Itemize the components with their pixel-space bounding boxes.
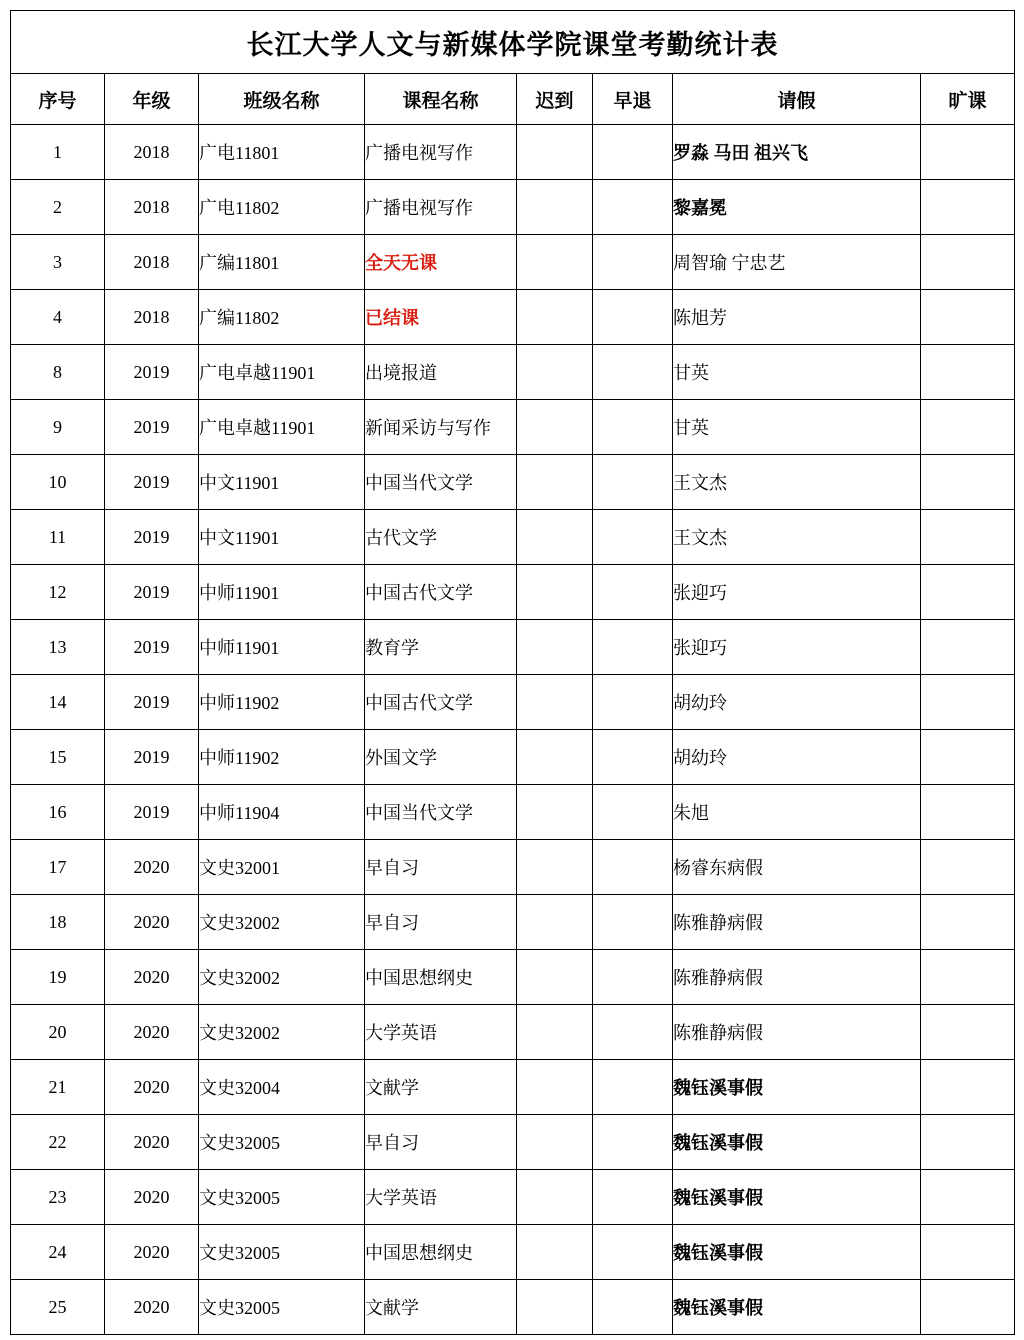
cell-grade: 2019 [105, 345, 199, 400]
cell-grade: 2020 [105, 1170, 199, 1225]
table-row [11, 125, 1015, 180]
cell-early [593, 785, 673, 840]
cell-leave: 王文杰 [673, 455, 921, 510]
cell-leave: 甘英 [673, 345, 921, 400]
cell-class: 文史32002 [199, 950, 365, 1005]
cell-grade: 2020 [105, 1280, 199, 1335]
cell-class: 广电卓越11901 [199, 400, 365, 455]
cell-seq: 14 [11, 675, 105, 730]
cell-early [593, 400, 673, 455]
column-header-class: 班级名称 [199, 74, 365, 125]
cell-grade: 2019 [105, 620, 199, 675]
cell-course: 文献学 [365, 1060, 517, 1115]
cell-grade: 2020 [105, 895, 199, 950]
cell-course: 已结课 [365, 290, 517, 345]
cell-late [517, 895, 593, 950]
cell-seq: 23 [11, 1170, 105, 1225]
cell-late [517, 950, 593, 1005]
cell-leave: 魏钰溪事假 [673, 1115, 921, 1170]
cell-late [517, 290, 593, 345]
cell-absent [921, 565, 1015, 620]
column-header-early: 早退 [593, 74, 673, 125]
cell-early [593, 510, 673, 565]
cell-seq: 2 [11, 180, 105, 235]
document-sheet [10, 0, 1014, 1335]
cell-late [517, 730, 593, 785]
table-row [11, 400, 1015, 455]
cell-leave: 周智瑜 宁忠艺 [673, 235, 921, 290]
cell-leave: 罗淼 马田 祖兴飞 [673, 125, 921, 180]
table-row [11, 235, 1015, 290]
cell-course: 广播电视写作 [365, 125, 517, 180]
cell-early [593, 1005, 673, 1060]
cell-course: 早自习 [365, 840, 517, 895]
cell-course: 中国思想纲史 [365, 950, 517, 1005]
cell-course: 中国当代文学 [365, 455, 517, 510]
table-row [11, 895, 1015, 950]
cell-grade: 2018 [105, 125, 199, 180]
cell-grade: 2019 [105, 455, 199, 510]
cell-early [593, 290, 673, 345]
attendance-table [10, 10, 1015, 1335]
cell-early [593, 125, 673, 180]
cell-early [593, 345, 673, 400]
cell-leave: 胡幼玲 [673, 675, 921, 730]
cell-late [517, 840, 593, 895]
table-row [11, 455, 1015, 510]
cell-late [517, 1170, 593, 1225]
cell-early [593, 180, 673, 235]
cell-class: 文史32005 [199, 1225, 365, 1280]
cell-class: 广电卓越11901 [199, 345, 365, 400]
column-header-absent: 旷课 [921, 74, 1015, 125]
cell-seq: 16 [11, 785, 105, 840]
cell-absent [921, 730, 1015, 785]
cell-late [517, 1060, 593, 1115]
cell-early [593, 840, 673, 895]
header-row [11, 74, 1015, 125]
cell-seq: 20 [11, 1005, 105, 1060]
cell-early [593, 1225, 673, 1280]
cell-seq: 8 [11, 345, 105, 400]
cell-course: 古代文学 [365, 510, 517, 565]
cell-absent [921, 180, 1015, 235]
table-row [11, 1225, 1015, 1280]
column-header-late: 迟到 [517, 74, 593, 125]
column-header-grade: 年级 [105, 74, 199, 125]
cell-class: 中师11904 [199, 785, 365, 840]
cell-absent [921, 895, 1015, 950]
cell-grade: 2019 [105, 730, 199, 785]
cell-early [593, 1170, 673, 1225]
cell-absent [921, 950, 1015, 1005]
cell-grade: 2019 [105, 565, 199, 620]
cell-leave: 陈雅静病假 [673, 895, 921, 950]
cell-seq: 4 [11, 290, 105, 345]
cell-seq: 1 [11, 125, 105, 180]
cell-grade: 2018 [105, 235, 199, 290]
cell-absent [921, 235, 1015, 290]
cell-late [517, 180, 593, 235]
cell-seq: 24 [11, 1225, 105, 1280]
cell-late [517, 400, 593, 455]
cell-grade: 2020 [105, 1060, 199, 1115]
cell-leave: 魏钰溪事假 [673, 1280, 921, 1335]
cell-leave: 张迎巧 [673, 620, 921, 675]
cell-leave: 魏钰溪事假 [673, 1225, 921, 1280]
cell-leave: 杨睿东病假 [673, 840, 921, 895]
cell-leave: 魏钰溪事假 [673, 1060, 921, 1115]
cell-grade: 2019 [105, 785, 199, 840]
cell-absent [921, 290, 1015, 345]
cell-late [517, 510, 593, 565]
column-header-course: 课程名称 [365, 74, 517, 125]
cell-grade: 2020 [105, 1005, 199, 1060]
table-row [11, 345, 1015, 400]
cell-leave: 甘英 [673, 400, 921, 455]
cell-seq: 17 [11, 840, 105, 895]
cell-absent [921, 620, 1015, 675]
table-row [11, 730, 1015, 785]
cell-grade: 2020 [105, 1225, 199, 1280]
cell-course: 中国古代文学 [365, 675, 517, 730]
cell-grade: 2020 [105, 1115, 199, 1170]
cell-absent [921, 1280, 1015, 1335]
cell-absent [921, 1005, 1015, 1060]
cell-early [593, 565, 673, 620]
table-row [11, 180, 1015, 235]
cell-seq: 18 [11, 895, 105, 950]
cell-late [517, 455, 593, 510]
cell-late [517, 675, 593, 730]
cell-course: 新闻采访与写作 [365, 400, 517, 455]
cell-class: 中师11902 [199, 730, 365, 785]
title-row [11, 11, 1015, 74]
table-row [11, 675, 1015, 730]
cell-absent [921, 1115, 1015, 1170]
cell-leave: 王文杰 [673, 510, 921, 565]
cell-absent [921, 1060, 1015, 1115]
cell-leave: 胡幼玲 [673, 730, 921, 785]
cell-class: 中文11901 [199, 510, 365, 565]
cell-grade: 2019 [105, 510, 199, 565]
column-header-seq: 序号 [11, 74, 105, 125]
cell-class: 文史32004 [199, 1060, 365, 1115]
cell-early [593, 895, 673, 950]
cell-early [593, 730, 673, 785]
cell-grade: 2020 [105, 950, 199, 1005]
cell-class: 文史32005 [199, 1170, 365, 1225]
cell-grade: 2018 [105, 180, 199, 235]
cell-absent [921, 1170, 1015, 1225]
cell-seq: 11 [11, 510, 105, 565]
cell-course: 大学英语 [365, 1005, 517, 1060]
cell-absent [921, 1225, 1015, 1280]
cell-leave: 黎嘉冕 [673, 180, 921, 235]
cell-course: 全天无课 [365, 235, 517, 290]
cell-course: 外国文学 [365, 730, 517, 785]
cell-seq: 9 [11, 400, 105, 455]
table-row [11, 565, 1015, 620]
cell-class: 中师11901 [199, 565, 365, 620]
cell-grade: 2018 [105, 290, 199, 345]
cell-seq: 3 [11, 235, 105, 290]
cell-course: 中国当代文学 [365, 785, 517, 840]
cell-leave: 陈旭芳 [673, 290, 921, 345]
table-row [11, 620, 1015, 675]
cell-early [593, 620, 673, 675]
cell-absent [921, 400, 1015, 455]
cell-grade: 2020 [105, 840, 199, 895]
cell-class: 广电11802 [199, 180, 365, 235]
cell-class: 文史32002 [199, 895, 365, 950]
cell-late [517, 620, 593, 675]
cell-early [593, 1060, 673, 1115]
cell-early [593, 1115, 673, 1170]
table-row [11, 840, 1015, 895]
table-row [11, 510, 1015, 565]
cell-absent [921, 125, 1015, 180]
cell-class: 文史32005 [199, 1280, 365, 1335]
cell-late [517, 565, 593, 620]
cell-early [593, 235, 673, 290]
table-row [11, 290, 1015, 345]
cell-course: 文献学 [365, 1280, 517, 1335]
cell-early [593, 675, 673, 730]
cell-late [517, 785, 593, 840]
cell-early [593, 455, 673, 510]
cell-absent [921, 840, 1015, 895]
cell-class: 广编11802 [199, 290, 365, 345]
cell-class: 文史32005 [199, 1115, 365, 1170]
cell-class: 中师11902 [199, 675, 365, 730]
cell-absent [921, 510, 1015, 565]
cell-course: 中国古代文学 [365, 565, 517, 620]
cell-class: 中文11901 [199, 455, 365, 510]
cell-course: 早自习 [365, 1115, 517, 1170]
document-title: 长江大学人文与新媒体学院课堂考勤统计表 [11, 11, 1015, 74]
cell-class: 文史32001 [199, 840, 365, 895]
table-row [11, 785, 1015, 840]
cell-absent [921, 785, 1015, 840]
table-row [11, 950, 1015, 1005]
cell-leave: 陈雅静病假 [673, 1005, 921, 1060]
table-row [11, 1280, 1015, 1335]
cell-class: 中师11901 [199, 620, 365, 675]
cell-late [517, 1280, 593, 1335]
cell-course: 早自习 [365, 895, 517, 950]
cell-seq: 12 [11, 565, 105, 620]
cell-late [517, 345, 593, 400]
cell-class: 文史32002 [199, 1005, 365, 1060]
cell-late [517, 1115, 593, 1170]
cell-leave: 朱旭 [673, 785, 921, 840]
cell-course: 中国思想纲史 [365, 1225, 517, 1280]
table-row [11, 1060, 1015, 1115]
cell-late [517, 1005, 593, 1060]
column-header-leave: 请假 [673, 74, 921, 125]
cell-leave: 魏钰溪事假 [673, 1170, 921, 1225]
cell-grade: 2019 [105, 400, 199, 455]
cell-seq: 22 [11, 1115, 105, 1170]
cell-course: 教育学 [365, 620, 517, 675]
cell-leave: 张迎巧 [673, 565, 921, 620]
cell-late [517, 125, 593, 180]
cell-absent [921, 455, 1015, 510]
cell-class: 广电11801 [199, 125, 365, 180]
cell-course: 出境报道 [365, 345, 517, 400]
cell-seq: 19 [11, 950, 105, 1005]
cell-course: 广播电视写作 [365, 180, 517, 235]
cell-seq: 15 [11, 730, 105, 785]
cell-seq: 25 [11, 1280, 105, 1335]
cell-late [517, 235, 593, 290]
cell-seq: 13 [11, 620, 105, 675]
cell-late [517, 1225, 593, 1280]
cell-leave: 陈雅静病假 [673, 950, 921, 1005]
cell-class: 广编11801 [199, 235, 365, 290]
table-row [11, 1115, 1015, 1170]
table-row [11, 1005, 1015, 1060]
cell-absent [921, 345, 1015, 400]
cell-absent [921, 675, 1015, 730]
cell-seq: 21 [11, 1060, 105, 1115]
cell-early [593, 950, 673, 1005]
cell-course: 大学英语 [365, 1170, 517, 1225]
cell-early [593, 1280, 673, 1335]
cell-seq: 10 [11, 455, 105, 510]
table-row [11, 1170, 1015, 1225]
cell-grade: 2019 [105, 675, 199, 730]
